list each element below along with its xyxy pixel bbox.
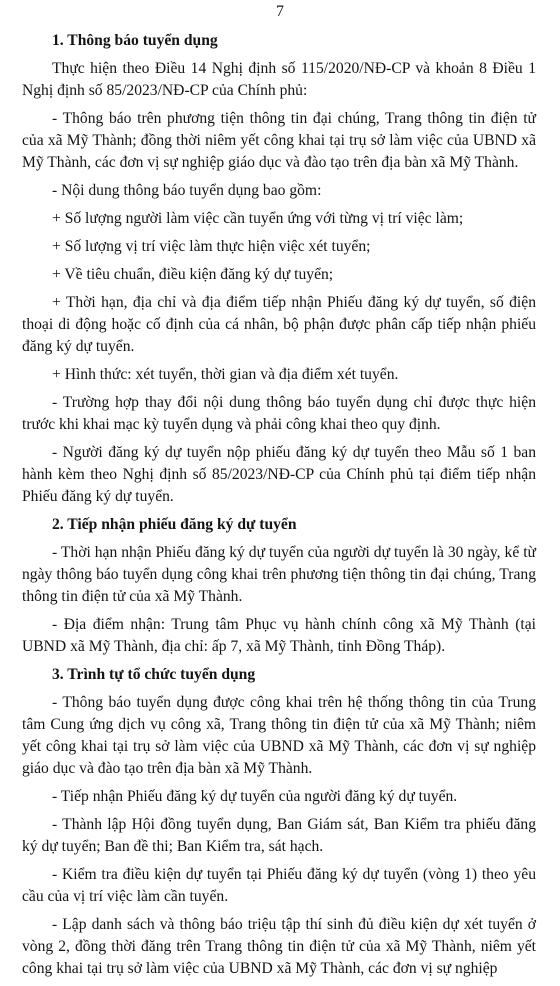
section-heading: 1. Thông báo tuyển dụng	[52, 32, 218, 49]
section-heading: 3. Trình tự tổ chức tuyển dụng	[52, 666, 256, 683]
paragraph: + Thời hạn, địa chỉ và địa điểm tiếp nhận Phiếu đăng ký dự tuyển, số điện thoại di động hoặc cố định của cá nhân, bộ phận được phân cấp tiếp nhận phiếu đăng ký dự tuyển.	[22, 294, 536, 355]
paragraph: + Số lượng vị trí việc làm thực hiện việc xét tuyển;	[52, 238, 371, 255]
paragraph: - Người đăng ký dự tuyển nộp phiếu đăng ký dự tuyển theo Mẫu số 1 ban hành kèm theo Nghị định số 85/2023/NĐ-CP của Chính phủ tại điểm tiếp nhận Phiếu đăng ký dự tuyển.	[22, 444, 536, 505]
paragraph: - Kiểm tra điều kiện dự tuyển tại Phiếu đăng ký dự tuyển (vòng 1) theo yêu cầu của vị trí việc làm cần tuyển.	[22, 866, 536, 905]
section-heading: 2. Tiếp nhận phiếu đăng ký dự tuyển	[52, 516, 297, 533]
paragraph: - Trường hợp thay đổi nội dung thông báo tuyển dụng chỉ được thực hiện trước khi khai mạc kỳ tuyển dụng và phải công khai theo quy định.	[22, 394, 536, 433]
section-trinh-tu-to-chuc	[22, 664, 536, 980]
paragraph: + Số lượng người làm việc cần tuyển ứng với từng vị trí việc làm;	[52, 210, 464, 227]
paragraph: - Thông báo trên phương tiện thông tin đại chúng, Trang thông tin điện tử của xã Mỹ Thành; đồng thời niêm yết công khai tại trụ sở làm việc của UBND xã Mỹ Thành, các đơn vị sự nghiệp giáo dục và đào tạo trên địa bàn xã Mỹ Thành.	[22, 110, 536, 171]
page-number: 7	[276, 3, 284, 20]
document-body	[22, 30, 536, 986]
paragraph: - Nội dung thông báo tuyển dụng bao gồm:	[52, 182, 322, 199]
section-tiep-nhan-phieu	[22, 514, 536, 658]
paragraph: - Địa điểm nhận: Trung tâm Phục vụ hành chính công xã Mỹ Thành (tại UBND xã Mỹ Thành, địa chỉ: ấp 7, xã Mỹ Thành, tỉnh Đồng Tháp).	[22, 616, 536, 655]
section-thong-bao-tuyen-dung	[22, 30, 536, 508]
paragraph: + Hình thức: xét tuyển, thời gian và địa điểm xét tuyển.	[52, 366, 399, 383]
paragraph: - Thông báo tuyển dụng được công khai trên hệ thống thông tin của Trung tâm Cung ứng dịch vụ công xã, Trang thông tin điện tử của xã Mỹ Thành; niêm yết công khai tại trụ sở làm việc của UBND xã Mỹ Thành, các đơn vị sự nghiệp giáo dục và đào tạo trên địa bàn xã Mỹ Thành.	[22, 694, 536, 777]
paragraph: - Tiếp nhận Phiếu đăng ký dự tuyển của người đăng ký dự tuyển.	[52, 788, 458, 805]
paragraph: - Thành lập Hội đồng tuyển dụng, Ban Giám sát, Ban Kiểm tra phiếu đăng ký dự tuyển; Ban đề thi; Ban Kiểm tra, sát hạch.	[22, 816, 536, 855]
paragraph: - Thời hạn nhận Phiếu đăng ký dự tuyển của người dự tuyển là 30 ngày, kể từ ngày thông báo tuyển dụng công khai trên phương tiện thông tin đại chúng, Trang thông tin điện tử của xã Mỹ Thành.	[22, 544, 536, 605]
paragraph: Thực hiện theo Điều 14 Nghị định số 115/2020/NĐ-CP và khoản 8 Điều 1 Nghị định số 85/2023/NĐ-CP của Chính phủ:	[22, 60, 536, 99]
paragraph: + Về tiêu chuẩn, điều kiện đăng ký dự tuyển;	[52, 266, 334, 283]
paragraph: - Lập danh sách và thông báo triệu tập thí sinh đủ điều kiện dự xét tuyển ở vòng 2, đồng thời đăng trên Trang thông tin điện tử của xã Mỹ Thành, niêm yết công khai tại trụ sở làm việc của UBND xã Mỹ Thành, các đơn vị sự nghiệp	[22, 916, 536, 977]
